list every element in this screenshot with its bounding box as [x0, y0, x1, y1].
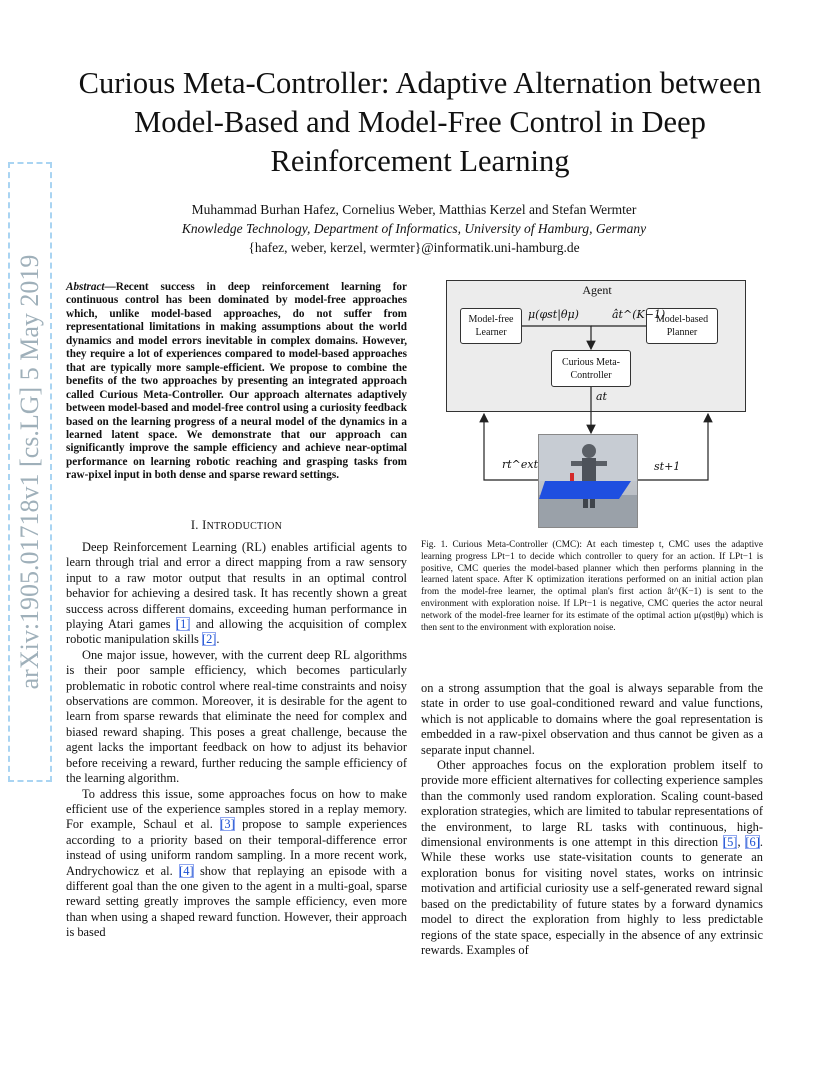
abstract [66, 281, 407, 483]
introduction-right-column [421, 681, 763, 958]
agent-label: Agent [582, 283, 612, 297]
intro-paragraph-continued: on a strong assumption that the goal is always separable from the state in order to use goal-conditioned reward and value functions, which is not applicable to domains where the goal representation is embedded in a raw-pixel observation and thus cannot be given as a separate input channel. [421, 681, 763, 757]
section-title-initial: I [202, 518, 207, 532]
paper-title: Curious Meta-Controller: Adaptive Alternation between Model-Based and Model-Free Control in Deep Reinforcement Learning [78, 66, 762, 178]
arxiv-identifier-stamp: arXiv:1905.01718v1 [cs.LG] 5 May 2019 [8, 162, 52, 782]
figure-1-diagram [446, 280, 746, 525]
model-based-planner-node: Model-based Planner [646, 308, 718, 344]
table-surface [539, 481, 631, 499]
author-list: Muhammad Burhan Hafez, Cornelius Weber, Matthias Kerzel and Stefan Wermter [191, 202, 637, 217]
intro-paragraph-1: Deep Reinforcement Learning (RL) enables artificial agents to learn through trial and error a direct mapping from a raw sensory input to a raw motor output that results in an optimal control behavior for achieving a desired task. It has recently shown a great success across different domains, exceeding human performance in playing Atari games [1] and allowing the acquisition of complex robotic manipulation skills [2]. [66, 540, 407, 647]
robot-environment-image [538, 434, 638, 528]
intro-paragraph-3: To address this issue, some approaches focus on how to make efficient use of the experience samples stored in a replay memory. For example, Schaul et al. [3] propose to sample experiences according to a priority based on their temporal-difference error instead of using uniform random sampling. In a more recent work, Andrychowicz et al. [4] show that replaying an episode with a different goal than the one given to the agent in a multi-goal, sparse reward setting greatly improves the sample efficiency, even more than when using a shaped reward function. However, their approach is based [66, 786, 407, 940]
mu-label: μ(φst|θμ) [528, 308, 579, 321]
section-title-rest: NTRODUCTION [206, 521, 283, 532]
intro-paragraph-4: Other approaches focus on the exploration problem itself to provide more efficient alternatives for collecting experience samples than the commonly used random exploration. Scaling count-based exploration strategies, which are limited to tabular representations of the environment, to large RL tasks with continuous, high-dimensional environments is one attempt in this direction [5], [6]. While these works use state-visitation counts to generate an exploration bonus for visiting novel states, works on intrinsic motivation and artificial curiosity use a self-generated reward signal based on the predictability of future states by a forward dynamics model to direct the exploration from highly to less predictable regions of the state space, especially in the absence of any extrinsic rewards. Examples of [421, 758, 763, 957]
figure-1-caption: Fig. 1. Curious Meta-Controller (CMC): At each timestep t, CMC uses the adaptive learning progress LPt−1 to decide which controller to query for an action. If LPt−1 is positive, CMC queries the model-based planner which then performs planning in the learned latent space. After K optimization iterations performed on an initial action plan from the model-free learner, the optimal plan's first action ât^(K−1) is sent to the environment with exploration noise. If LPt−1 is negative, CMC queries the actor neural network of the model-free learner for its estimate of the optimal action μ(φst|θμ) which is then sent to the environment with exploration noise. [421, 540, 763, 633]
citation-link[interactable]: [3] [220, 817, 235, 832]
citation-link[interactable]: [1] [176, 617, 191, 632]
citation-link[interactable]: [5] [722, 835, 738, 850]
curious-meta-controller-node: Curious Meta-Controller [551, 350, 631, 387]
target-object [570, 473, 574, 481]
affiliation: Knowledge Technology, Department of Informatics, University of Hamburg, Germany [181, 221, 647, 236]
abstract-text: —Recent success in deep reinforcement learning for continuous control has been dominated by model-free approaches which, unlike model-based approaches, do not suffer from representational limitations in making assumptions about the world dynamics and model errors inevitable in complex domains. However, they require a lot of experiences compared to model-based approaches that are typically more sample-efficient. We propose to combine the benefits of the two approaches by presenting an integrated approach called Curious Meta-Controller. Our approach alternates adaptively between model-based and model-free control using a curiosity feedback based on the learning progress of a neural model of the dynamics in a learned latent space. We demonstrate that our approach can significantly improve the sample efficiency and achieve near-optimal performance on learning robotic reaching and grasping tasks from raw-pixel input in both dense and sparse reward settings. [66, 281, 407, 482]
citation-link[interactable]: [6] [745, 835, 760, 850]
section-number: I. [190, 518, 199, 532]
introduction-left-column [66, 540, 407, 941]
citation-link[interactable]: [4] [179, 863, 194, 878]
action-label: at [596, 390, 607, 403]
state-label: st+1 [654, 460, 681, 473]
intro-paragraph-2: One major issue, however, with the current deep RL algorithms is their poor sample efficiency, which becomes particularly problematic in robotic control where real-time constraints and noisy observations are common. Moreover, it is desirable for the agent to learn from sparse rewards that eliminate the need for complex and biased reward shaping. This poses a great challenge, because the agent lacks the important feedback on how to adjust its behavior before receiving a reward, further reducing the sample efficiency of the learning algorithm. [66, 647, 407, 786]
section-heading-introduction [66, 518, 407, 533]
author-block [0, 200, 828, 257]
model-free-learner-node: Model-free Learner [460, 308, 522, 344]
reward-label: rt^ext [502, 458, 539, 471]
abstract-label: Abstract [66, 281, 105, 293]
citation-link[interactable]: [2] [201, 632, 217, 647]
ahat-label: ât^(K−1) [612, 308, 666, 321]
author-emails: {hafez, weber, kerzel, wermter}@informatik.uni-hamburg.de [248, 240, 580, 255]
arrow-mf-to-cmc [522, 326, 591, 349]
